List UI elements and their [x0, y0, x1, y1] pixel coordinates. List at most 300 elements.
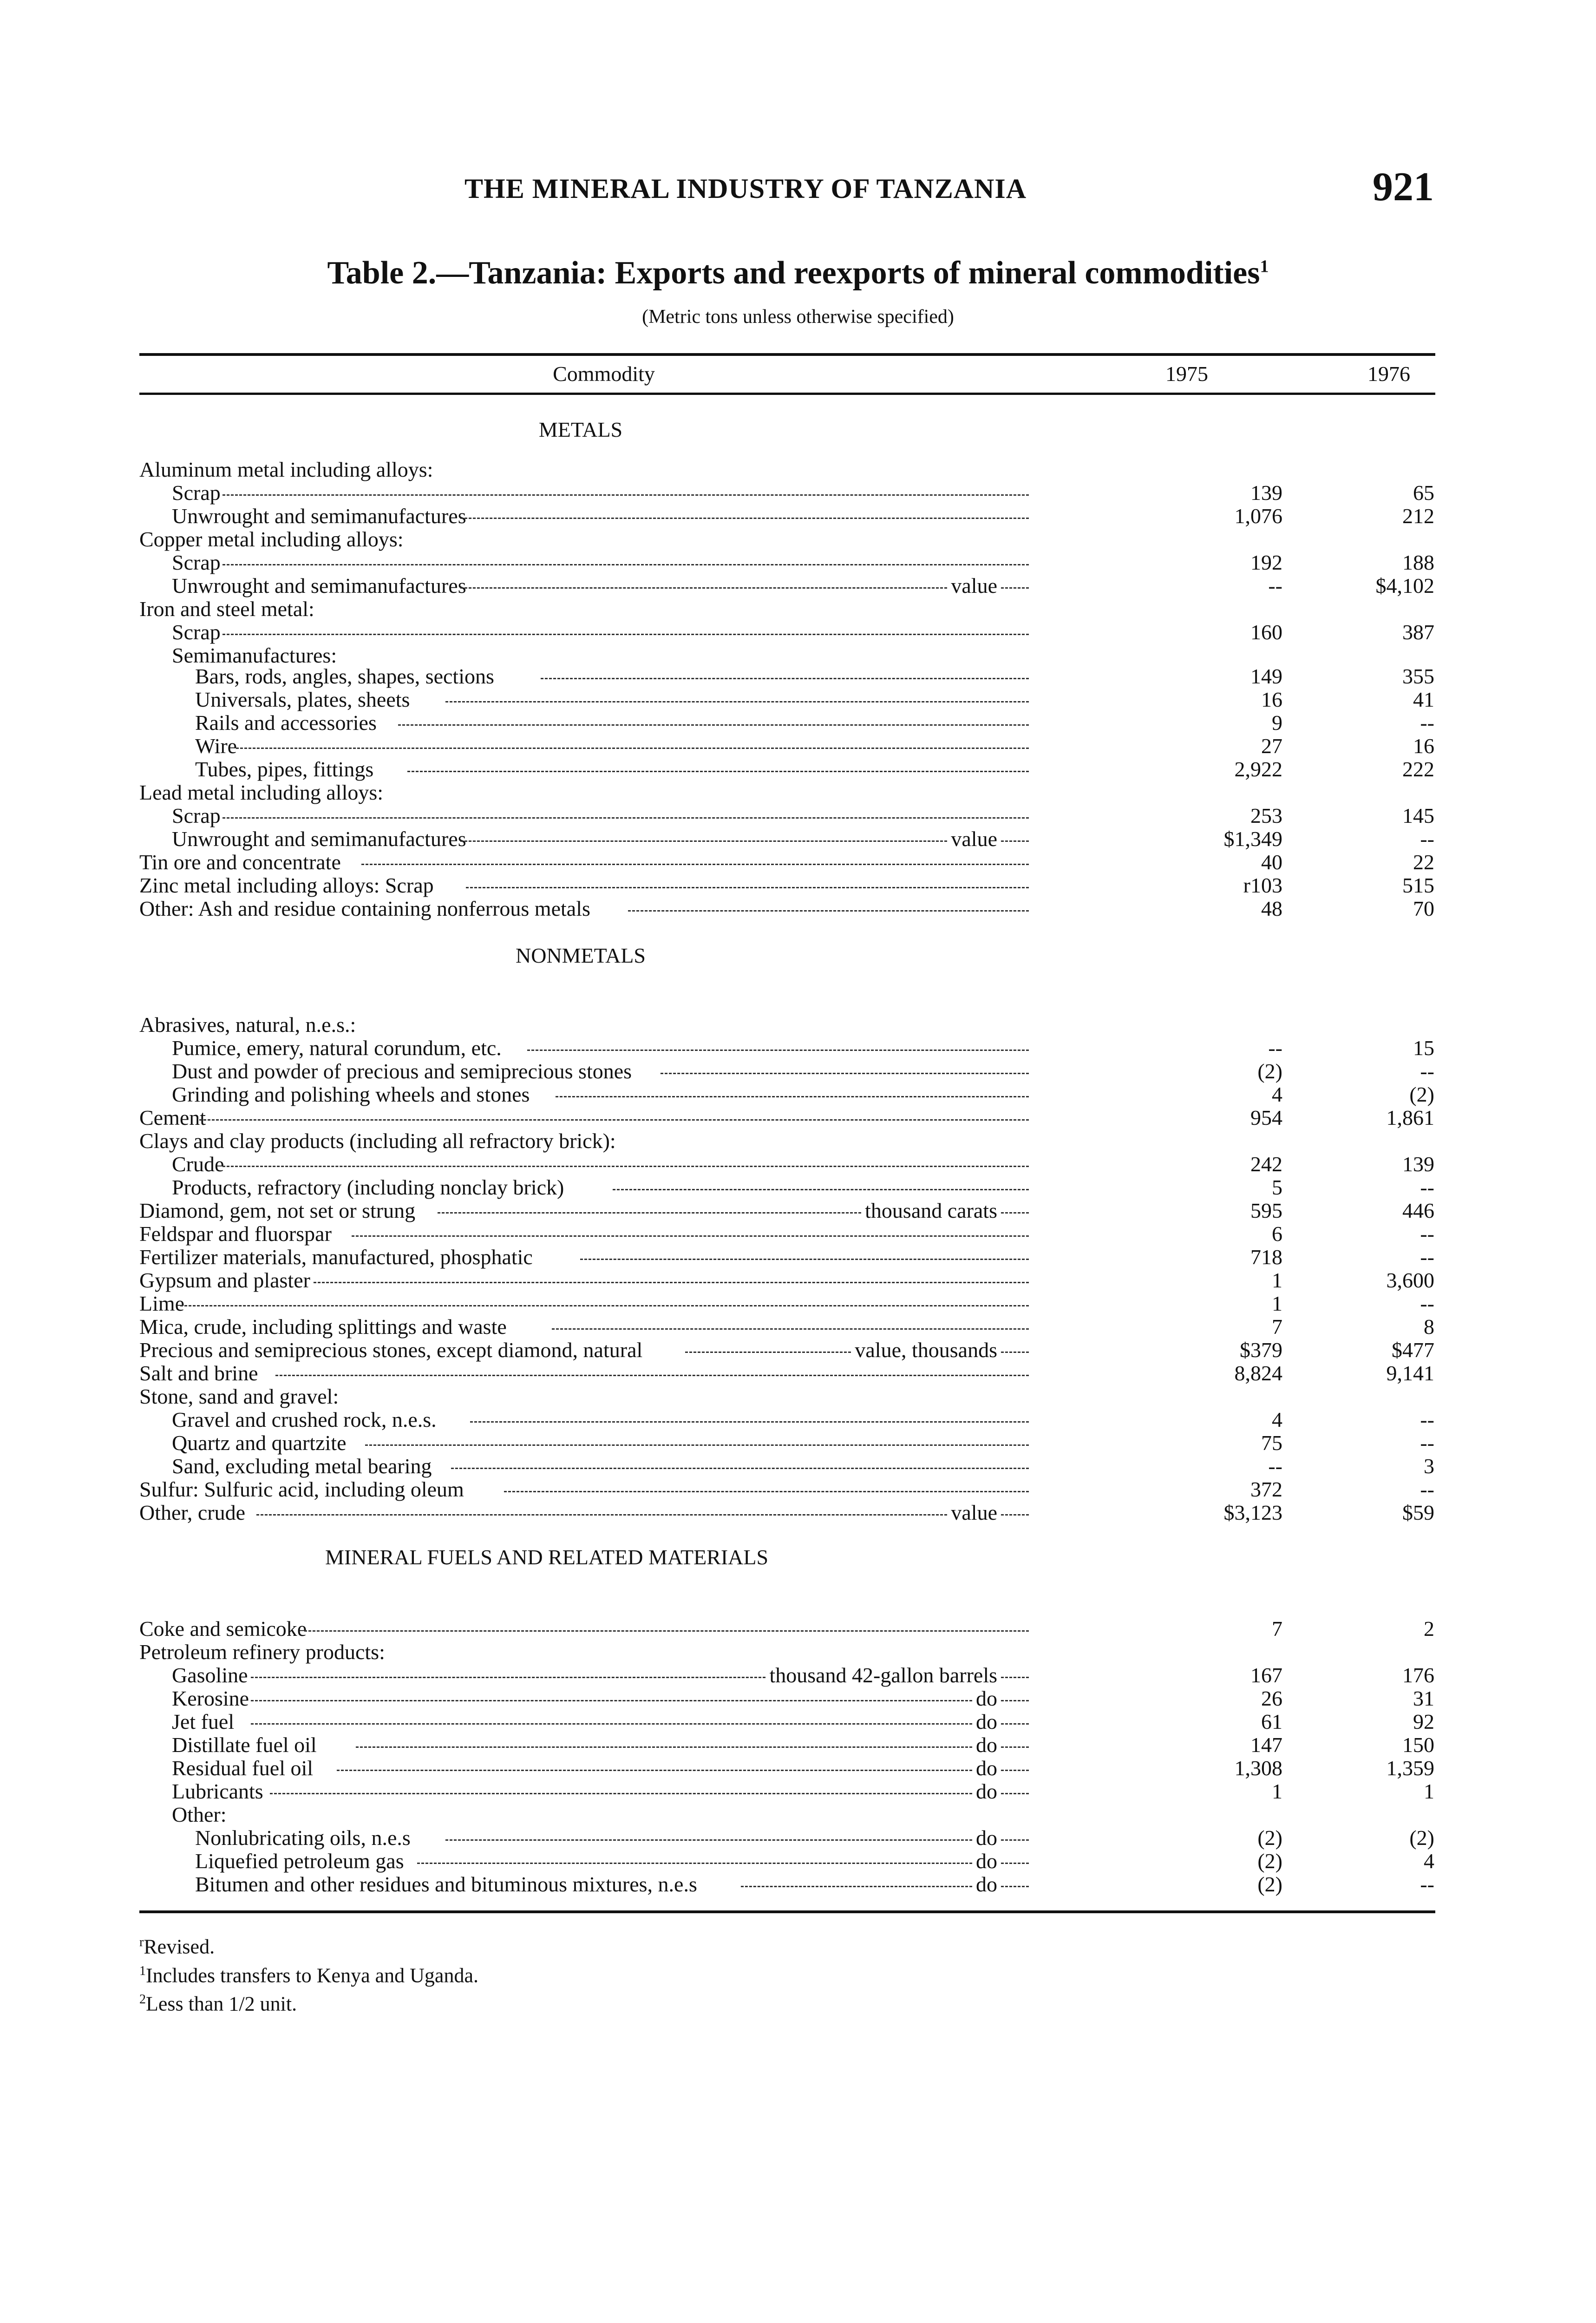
section-header-nonmetals: NONMETALS — [516, 944, 646, 967]
dot-leader — [741, 1872, 1029, 1896]
leader-tail — [1001, 1700, 1029, 1701]
table-row — [0, 1199, 1596, 1223]
cell-1976: 2 — [1424, 1617, 1434, 1641]
cell-1975: 160 — [1250, 620, 1282, 644]
cell-1975: 1 — [1272, 1268, 1282, 1292]
row-unit: value — [951, 827, 997, 851]
row-label: Other: Ash and residue containing nonferrous metals — [139, 897, 590, 920]
cell-1975: 139 — [1250, 481, 1282, 505]
cell-1976: -- — [1420, 1431, 1434, 1455]
table-row — [0, 1292, 1596, 1316]
cell-1975: 7 — [1272, 1315, 1282, 1339]
table-subtitle: (Metric tons unless otherwise specified) — [642, 306, 954, 328]
leader-line — [314, 1282, 1029, 1283]
table-row — [0, 574, 1596, 598]
row-label: Clays and clay products (including all refractory brick): — [139, 1129, 616, 1153]
dot-leader — [661, 1059, 1029, 1083]
cell-1975: 4 — [1272, 1408, 1282, 1431]
dot-leader — [580, 1245, 1029, 1269]
row-label: Scrap — [172, 804, 221, 827]
row-label: Scrap — [172, 620, 221, 644]
table-row — [0, 1268, 1596, 1293]
dot-leader — [398, 711, 1029, 735]
table-row — [0, 734, 1596, 758]
leader-line — [222, 564, 1029, 565]
leader-line — [466, 887, 1029, 888]
dot-leader — [460, 504, 1029, 528]
table-title-text: Table 2.—Tanzania: Exports and reexports of mineral commodities — [327, 255, 1260, 291]
row-label: Cement — [139, 1106, 206, 1129]
dot-leader — [527, 1036, 1029, 1060]
row-label: Gravel and crushed rock, n.e.s. — [172, 1408, 437, 1431]
cell-1976: -- — [1420, 1872, 1434, 1896]
row-unit: thousand 42-gallon barrels — [769, 1663, 997, 1687]
leader-line — [251, 1677, 765, 1678]
dot-leader — [352, 1222, 1029, 1246]
cell-1975: r103 — [1243, 873, 1282, 897]
dot-leader — [470, 1408, 1029, 1432]
dot-leader — [541, 664, 1029, 689]
cell-1976: 41 — [1413, 688, 1434, 711]
table-row — [0, 1872, 1596, 1896]
row-label: Bars, rods, angles, shapes, sections — [195, 664, 494, 688]
leader-line — [199, 1119, 1029, 1121]
row-label: Rails and accessories — [195, 711, 377, 735]
leader-tail — [1001, 1746, 1029, 1748]
leader-line — [407, 771, 1029, 772]
leader-tail — [1001, 1514, 1029, 1516]
dot-leader — [438, 1199, 1029, 1223]
cell-1975: 1,308 — [1234, 1756, 1282, 1780]
table-row — [0, 1686, 1596, 1711]
dot-leader — [251, 1686, 1029, 1711]
dot-leader — [451, 1454, 1029, 1478]
row-label: Gypsum and plaster — [139, 1268, 310, 1292]
cell-1976: 3,600 — [1386, 1268, 1434, 1292]
dot-leader — [251, 1710, 1029, 1734]
table-row — [0, 551, 1596, 575]
footnotes — [139, 1930, 478, 2016]
leader-tail — [1001, 1352, 1029, 1353]
cell-1975: 48 — [1261, 897, 1282, 920]
cell-1975: 192 — [1250, 551, 1282, 574]
leader-line — [222, 1166, 1029, 1167]
cell-1976: 8 — [1424, 1315, 1434, 1339]
row-label: Grinding and polishing wheels and stones — [172, 1083, 530, 1106]
row-label: Wire — [195, 734, 237, 758]
dot-leader — [466, 873, 1029, 898]
cell-1975: $379 — [1240, 1338, 1282, 1362]
dot-leader — [445, 688, 1029, 712]
row-unit: do — [976, 1849, 997, 1873]
leader-tail — [1001, 1886, 1029, 1887]
cell-1975: 61 — [1261, 1710, 1282, 1733]
row-unit: do — [976, 1756, 997, 1780]
row-label: Iron and steel metal: — [139, 597, 314, 621]
cell-1975: (2) — [1257, 1826, 1282, 1850]
table-row — [0, 1059, 1596, 1083]
row-label: Gasoline — [172, 1663, 248, 1687]
table-row — [0, 620, 1596, 644]
cell-1975: 1,076 — [1234, 504, 1282, 528]
dot-leader — [445, 1826, 1029, 1850]
cell-1976: $59 — [1402, 1501, 1434, 1524]
page-number: 921 — [1373, 164, 1434, 210]
leader-line — [180, 1305, 1029, 1306]
cell-1976: 31 — [1413, 1686, 1434, 1710]
table-row — [0, 1710, 1596, 1734]
leader-tail — [1001, 1212, 1029, 1214]
row-label: Unwrought and semimanufactures — [172, 504, 466, 528]
cell-1976: 15 — [1413, 1036, 1434, 1060]
column-header-commodity: Commodity — [553, 362, 655, 386]
leader-line — [741, 1886, 972, 1887]
dot-leader — [304, 1617, 1029, 1641]
cell-1975: 149 — [1250, 664, 1282, 688]
cell-1975: 372 — [1250, 1477, 1282, 1501]
row-label: Precious and semiprecious stones, except diamond, natural — [139, 1338, 643, 1362]
cell-1976: 446 — [1402, 1199, 1434, 1222]
leader-tail — [1001, 1723, 1029, 1725]
row-label: Scrap — [172, 481, 221, 505]
table-row — [0, 1222, 1596, 1246]
cell-1975: 26 — [1261, 1686, 1282, 1710]
leader-tail — [1001, 1863, 1029, 1864]
row-label: Liquefied petroleum gas — [195, 1849, 404, 1873]
leader-line — [445, 701, 1029, 702]
table-row — [0, 1361, 1596, 1385]
table-row — [0, 1245, 1596, 1269]
row-label: Dust and powder of precious and semiprecious stones — [172, 1059, 632, 1083]
cell-1976: 212 — [1402, 504, 1434, 528]
table-row — [0, 1013, 1596, 1037]
row-label: Crude — [172, 1152, 224, 1176]
cell-1976: 65 — [1413, 481, 1434, 505]
leader-line — [661, 1073, 1029, 1074]
table-row — [0, 1338, 1596, 1362]
cell-1976: $4,102 — [1375, 574, 1434, 597]
row-label: Scrap — [172, 551, 221, 574]
cell-1975: 75 — [1261, 1431, 1282, 1455]
table-row — [0, 850, 1596, 874]
cell-1975: 147 — [1250, 1733, 1282, 1757]
table-row — [0, 1431, 1596, 1455]
dot-leader — [407, 757, 1029, 781]
dot-leader — [552, 1315, 1029, 1339]
dot-leader — [222, 481, 1029, 505]
cell-1976: 1,359 — [1386, 1756, 1434, 1780]
dot-leader — [270, 1779, 1029, 1804]
cell-1975: 9 — [1272, 711, 1282, 735]
leader-line — [361, 864, 1029, 865]
table-row — [0, 1036, 1596, 1060]
leader-line — [337, 1770, 972, 1771]
cell-1975: 40 — [1261, 850, 1282, 874]
row-label: Tin ore and concentrate — [139, 850, 341, 874]
table-row — [0, 1849, 1596, 1873]
leader-tail — [1001, 587, 1029, 589]
row-label: Tubes, pipes, fittings — [195, 757, 374, 781]
section-header-fuels: MINERAL FUELS AND RELATED MATERIALS — [325, 1545, 769, 1569]
row-label: Kerosine — [172, 1686, 249, 1710]
table-row — [0, 1617, 1596, 1641]
table-row — [0, 1501, 1596, 1525]
row-label: Pumice, emery, natural corundum, etc. — [172, 1036, 502, 1060]
column-header-1976: 1976 — [1367, 362, 1410, 386]
cell-1976: 515 — [1402, 873, 1434, 897]
table-row — [0, 1129, 1596, 1153]
cell-1975: 167 — [1250, 1663, 1282, 1687]
row-unit: value — [951, 1501, 997, 1524]
dot-leader — [356, 1733, 1029, 1757]
table-row — [0, 1640, 1596, 1664]
cell-1975: 4 — [1272, 1083, 1282, 1106]
leader-tail — [1001, 1793, 1029, 1794]
leader-line — [398, 724, 1029, 726]
leader-line — [613, 1189, 1029, 1190]
table-row — [0, 688, 1596, 712]
dot-leader — [199, 1106, 1029, 1130]
dot-leader — [628, 897, 1029, 921]
cell-1975: 5 — [1272, 1175, 1282, 1199]
table-title — [0, 255, 1596, 292]
dot-leader — [314, 1268, 1029, 1293]
leader-line — [352, 1235, 1029, 1237]
row-label: Bitumen and other residues and bituminous mixtures, n.e.s — [195, 1872, 697, 1896]
cell-1975: (2) — [1257, 1059, 1282, 1083]
row-unit: do — [976, 1826, 997, 1850]
table-row — [0, 1477, 1596, 1502]
row-label: Salt and brine — [139, 1361, 258, 1385]
cell-1976: 9,141 — [1386, 1361, 1434, 1385]
row-label: Unwrought and semimanufactures — [172, 574, 466, 597]
dot-leader — [504, 1477, 1029, 1502]
cell-1976: 139 — [1402, 1152, 1434, 1176]
cell-1976: 222 — [1402, 757, 1434, 781]
cell-1976: -- — [1420, 1175, 1434, 1199]
row-label: Sand, excluding metal bearing — [172, 1454, 432, 1478]
leader-line — [527, 1050, 1029, 1051]
cell-1976: 145 — [1402, 804, 1434, 827]
table-row — [0, 1779, 1596, 1804]
dot-leader — [337, 1756, 1029, 1780]
table-row — [0, 1315, 1596, 1339]
dot-leader — [613, 1175, 1029, 1200]
leader-line — [356, 1746, 972, 1748]
table-bottom-rule — [139, 1910, 1435, 1913]
leader-line — [460, 587, 947, 589]
leader-line — [222, 634, 1029, 635]
table-row — [0, 804, 1596, 828]
row-label: Mica, crude, including splittings and waste — [139, 1315, 507, 1339]
cell-1975: (2) — [1257, 1849, 1282, 1873]
table-header-rule — [139, 393, 1435, 395]
cell-1975: 253 — [1250, 804, 1282, 827]
dot-leader — [256, 1501, 1029, 1525]
leader-line — [270, 1793, 972, 1794]
table-row — [0, 757, 1596, 781]
cell-1976: 70 — [1413, 897, 1434, 920]
table-top-rule — [139, 353, 1435, 356]
row-label: Diamond, gem, not set or strung — [139, 1199, 416, 1222]
dot-leader — [365, 1431, 1029, 1455]
row-label: Distillate fuel oil — [172, 1733, 317, 1757]
table-row — [0, 1152, 1596, 1176]
cell-1975: 8,824 — [1234, 1361, 1282, 1385]
dot-leader — [417, 1849, 1029, 1873]
table-row — [0, 458, 1596, 482]
cell-1976: -- — [1420, 1245, 1434, 1269]
row-label: Other, crude — [139, 1501, 246, 1524]
cell-1976: -- — [1420, 1059, 1434, 1083]
cell-1976: 387 — [1402, 620, 1434, 644]
table-row — [0, 1663, 1596, 1687]
leader-line — [445, 1839, 972, 1841]
row-label: Unwrought and semimanufactures — [172, 827, 466, 851]
leader-line — [470, 1421, 1029, 1423]
leader-line — [628, 910, 1029, 912]
row-label: Other: — [172, 1803, 227, 1826]
leader-line — [417, 1863, 972, 1864]
leader-tail — [1001, 1677, 1029, 1678]
cell-1976: (2) — [1409, 1083, 1434, 1106]
cell-1976: 1,861 — [1386, 1106, 1434, 1129]
dot-leader — [460, 574, 1029, 598]
dot-leader — [251, 1663, 1029, 1687]
dot-leader — [361, 850, 1029, 874]
leader-line — [365, 1444, 1029, 1446]
leader-line — [438, 1212, 861, 1214]
row-label: Petroleum refinery products: — [139, 1640, 385, 1664]
cell-1976: 188 — [1402, 551, 1434, 574]
table-row — [0, 1385, 1596, 1409]
row-label: Feldspar and fluorspar — [139, 1222, 332, 1246]
row-label: Universals, plates, sheets — [195, 688, 410, 711]
leader-line — [222, 494, 1029, 496]
row-unit: do — [976, 1779, 997, 1803]
leader-line — [580, 1259, 1029, 1260]
table-row — [0, 1756, 1596, 1780]
table-row — [0, 664, 1596, 689]
row-label: Coke and semicoke — [139, 1617, 307, 1641]
row-unit: do — [976, 1686, 997, 1710]
cell-1976: 176 — [1402, 1663, 1434, 1687]
dot-leader — [556, 1083, 1029, 1107]
cell-1975: $3,123 — [1223, 1501, 1282, 1524]
leader-line — [304, 1630, 1029, 1632]
leader-tail — [1001, 1770, 1029, 1771]
cell-1976: 4 — [1424, 1849, 1434, 1873]
running-title: THE MINERAL INDUSTRY OF TANZANIA — [464, 173, 1027, 204]
cell-1975: (2) — [1257, 1872, 1282, 1896]
row-label: Nonlubricating oils, n.e.s — [195, 1826, 411, 1850]
table-row — [0, 781, 1596, 805]
cell-1975: -- — [1268, 574, 1282, 597]
row-label: Sulfur: Sulfuric acid, including oleum — [139, 1477, 464, 1501]
leader-line — [685, 1352, 851, 1353]
table-row — [0, 1083, 1596, 1107]
cell-1976: $477 — [1392, 1338, 1434, 1362]
row-label: Aluminum metal including alloys: — [139, 458, 433, 481]
leader-line — [460, 840, 947, 842]
leader-tail — [1001, 840, 1029, 842]
row-unit: do — [976, 1733, 997, 1757]
cell-1975: 2,922 — [1234, 757, 1282, 781]
cell-1975: -- — [1268, 1454, 1282, 1478]
leader-line — [460, 518, 1029, 519]
cell-1975: -- — [1268, 1036, 1282, 1060]
table-row — [0, 1454, 1596, 1478]
cell-1976: 355 — [1402, 664, 1434, 688]
cell-1976: (2) — [1409, 1826, 1434, 1850]
dot-leader — [275, 1361, 1029, 1385]
table-row — [0, 1175, 1596, 1200]
dot-leader — [222, 551, 1029, 575]
cell-1976: -- — [1420, 1292, 1434, 1315]
row-label: Copper metal including alloys: — [139, 527, 404, 551]
table-row — [0, 1803, 1596, 1827]
table-title-footnote-mark: 1 — [1260, 256, 1269, 276]
footnote-revised: $^r$Revised. — [139, 1935, 215, 1958]
dot-leader — [460, 827, 1029, 851]
footnote-1: $^1$Includes transfers to Kenya and Uganda. — [139, 1963, 478, 1987]
dot-leader — [685, 1338, 1029, 1362]
cell-1976: -- — [1420, 827, 1434, 851]
table-row — [0, 504, 1596, 528]
section-header-metals: METALS — [538, 418, 623, 441]
cell-1975: 16 — [1261, 688, 1282, 711]
row-label: Abrasives, natural, n.e.s.: — [139, 1013, 356, 1037]
row-label: Zinc metal including alloys: Scrap — [139, 873, 434, 897]
leader-line — [556, 1096, 1029, 1097]
table-row — [0, 827, 1596, 851]
row-label: Lead metal including alloys: — [139, 781, 384, 804]
table-row — [0, 597, 1596, 621]
row-unit: do — [976, 1872, 997, 1896]
leader-line — [251, 1723, 972, 1725]
column-header-1975: 1975 — [1165, 362, 1208, 386]
leader-line — [541, 678, 1029, 679]
table-row — [0, 1733, 1596, 1757]
table-row — [0, 1408, 1596, 1432]
cell-1975: 7 — [1272, 1617, 1282, 1641]
row-label: Products, refractory (including nonclay brick) — [172, 1175, 564, 1199]
row-unit: do — [976, 1710, 997, 1733]
leader-line — [236, 748, 1029, 749]
leader-line — [504, 1491, 1029, 1492]
cell-1975: 954 — [1250, 1106, 1282, 1129]
table-row — [0, 1106, 1596, 1130]
row-label: Lime — [139, 1292, 185, 1315]
leader-line — [256, 1514, 947, 1516]
leader-line — [251, 1700, 972, 1701]
dot-leader — [222, 1152, 1029, 1176]
cell-1975: 27 — [1261, 734, 1282, 758]
cell-1975: 1 — [1272, 1779, 1282, 1803]
row-label: Quartz and quartzite — [172, 1431, 347, 1455]
row-label: Fertilizer materials, manufactured, phosphatic — [139, 1245, 533, 1269]
table-row — [0, 897, 1596, 921]
leader-line — [552, 1328, 1029, 1330]
row-label: Stone, sand and gravel: — [139, 1385, 339, 1408]
cell-1976: -- — [1420, 1477, 1434, 1501]
cell-1976: 92 — [1413, 1710, 1434, 1733]
table-row — [0, 873, 1596, 898]
cell-1975: 242 — [1250, 1152, 1282, 1176]
row-unit: value — [951, 574, 997, 597]
row-label: Residual fuel oil — [172, 1756, 314, 1780]
leader-tail — [1001, 1839, 1029, 1841]
